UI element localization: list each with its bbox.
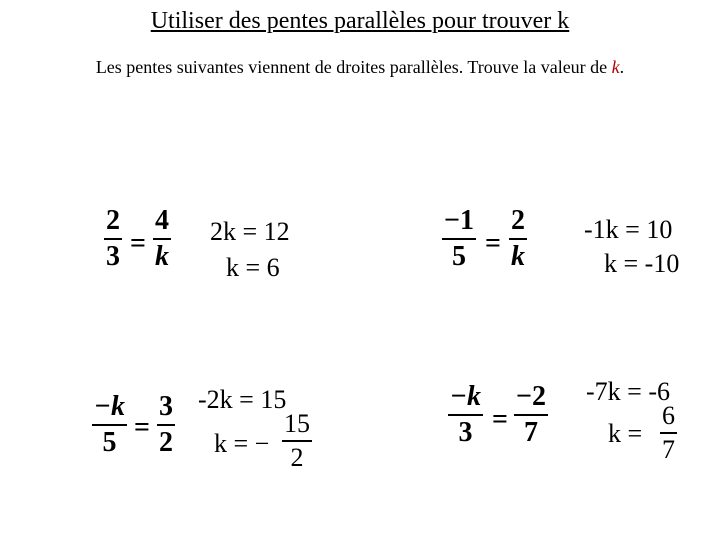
problem-3-step-1: -2k = 15 (198, 385, 287, 414)
equals-sign: = (485, 228, 501, 259)
fraction-bar (153, 238, 171, 240)
equals-sign: = (130, 228, 146, 259)
instruction-period: . (619, 57, 625, 77)
fraction-bar (104, 238, 122, 240)
problem-3-right-fraction (157, 392, 175, 458)
problem-1-left-fraction (104, 206, 122, 272)
problem-4-step-2-prefix: k = (608, 419, 643, 448)
problem-1-step-2: k = 6 (226, 253, 280, 282)
problem-2-step-2: k = -10 (604, 249, 680, 278)
problem-1-step-1: 2k = 12 (210, 217, 290, 246)
problem-2-right-fraction (509, 206, 527, 272)
fraction-numerator: 15 (284, 409, 310, 438)
fraction-denominator: k (511, 241, 525, 272)
fraction-bar (448, 414, 483, 416)
fraction-denominator: 7 (662, 435, 675, 464)
fraction-numerator: −2 (516, 381, 546, 412)
fraction-numerator: −1 (444, 205, 474, 236)
fraction-denominator: 2 (159, 427, 173, 458)
page-title: Utiliser des pentes parallèles pour trouver k (150, 8, 570, 34)
equals-sign: = (492, 404, 508, 435)
fraction-numerator: 6 (662, 401, 675, 430)
fraction-numerator: −k (450, 381, 481, 412)
fraction-denominator: 2 (290, 443, 304, 472)
fraction-denominator: 3 (458, 417, 473, 448)
fraction-denominator: 5 (102, 427, 117, 458)
fraction-bar (509, 238, 527, 240)
equals-sign: = (134, 412, 150, 443)
problem-3-step-2-prefix: k = − (214, 429, 270, 458)
fraction-bar (514, 414, 548, 416)
instruction-text (0, 56, 720, 78)
problem-2-step-1: -1k = 10 (584, 215, 673, 244)
problem-3-left-fraction (92, 392, 127, 458)
fraction-bar (92, 424, 127, 426)
problem-4-step-2-fraction (660, 402, 677, 464)
fraction-bar (442, 238, 476, 240)
problem-4-step-1: -7k = -6 (586, 377, 670, 406)
fraction-numerator: −k (94, 391, 125, 422)
fraction-denominator: 5 (451, 241, 466, 272)
problem-1-right-fraction (153, 206, 171, 272)
problem-4-right-fraction (514, 382, 548, 448)
instruction-sentence: Les pentes suivantes viennent de droites parallèles. Trouve la valeur de (95, 57, 612, 77)
fraction-bar (282, 440, 312, 442)
problem-4-left-fraction (448, 382, 483, 448)
problem-3-step-2-fraction (282, 410, 312, 472)
fraction-numerator: 4 (155, 205, 169, 236)
instruction-variable: k (611, 57, 620, 77)
fraction-numerator: 2 (511, 205, 525, 236)
fraction-bar (157, 424, 175, 426)
problem-2-left-fraction (442, 206, 476, 272)
fraction-denominator: 7 (523, 417, 538, 448)
fraction-denominator: k (155, 241, 169, 272)
fraction-numerator: 2 (106, 205, 120, 236)
fraction-denominator: 3 (106, 241, 120, 272)
fraction-numerator: 3 (159, 391, 173, 422)
fraction-bar (660, 432, 677, 434)
